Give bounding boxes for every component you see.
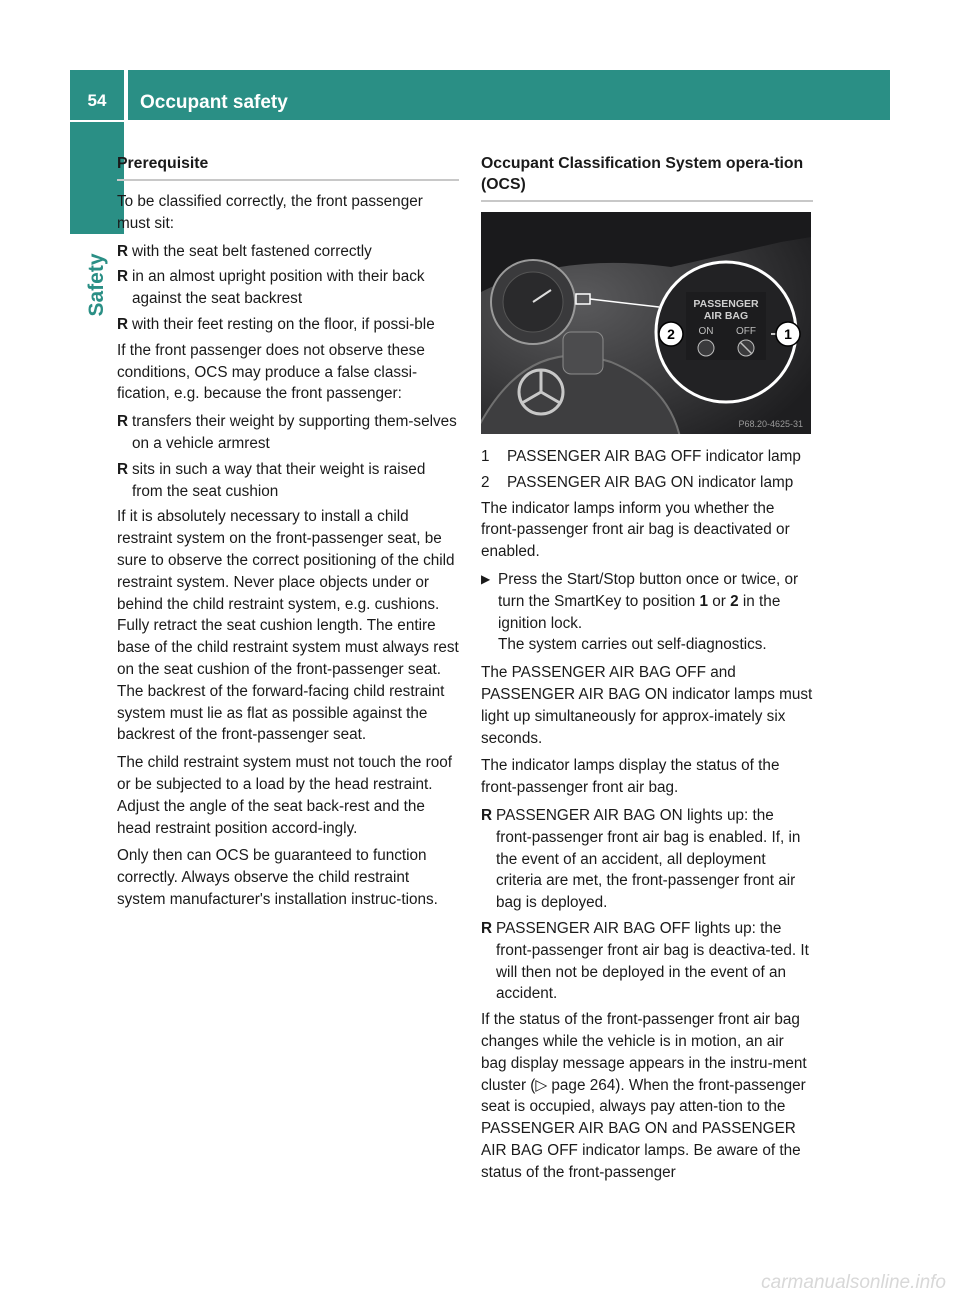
position-2: 2 — [730, 592, 739, 610]
conditions-text: If the front passenger does not observe these conditions, OCS may produce a false classi-fication, e.g. because the front passenger: — [117, 341, 425, 403]
status-paragraph: The indicator lamps display the status of the front-passenger front air bag. — [481, 757, 780, 797]
bullet-marker: R — [117, 460, 129, 478]
page-reference-icon[interactable]: ▷ — [535, 1076, 548, 1094]
bullet-marker: R — [117, 315, 129, 333]
panel-line2: AIR BAG — [703, 310, 749, 322]
position-1: 1 — [699, 592, 709, 610]
head-restraint-paragraph: The child restraint system must not touch the roof or be subjected to a load by the head restraint. Adjust the angle of the seat back-rest and the head restraint position accord-ingly. — [117, 754, 452, 837]
intro-text: To be classified correctly, the front passenger must sit: — [117, 193, 423, 232]
airbag-on-icon — [698, 340, 714, 356]
instruction-step: ▶ Press the Start/Stop button once or twice, or turn the SmartKey to position 1 or 2 in the ignition lock. The system carries out self-diagnostics. — [481, 570, 799, 654]
list-item: R in an almost upright position with their back against the seat backrest — [117, 268, 425, 308]
dashboard-figure — [481, 212, 811, 434]
child-restraint-paragraph: If it is absolutely necessary to install a child restraint system on the front-passenger seat, be sure to observe the correct positioning of the child restraint system. Never place objects under or behind the child restraint system, e.g. cushions. Fully retract the seat cushion length. The entire base of the child restraint system must always rest on the seat cushion of the front-passenger seat. The backrest of the forward-facing child restraint system must lie as flat as possible against the backrest of the front-passenger seat. — [117, 508, 459, 744]
list-item: R PASSENGER AIR BAG OFF lights up: the front-passenger front air bag is deactiva-ted. It will then not be deployed in the event of an accident. — [481, 919, 809, 1003]
prerequisite-heading: Prerequisite — [117, 153, 459, 181]
bullet-marker: R — [117, 413, 129, 431]
figure-code: P68.20-4625-31 — [738, 419, 803, 429]
panel-line1: PASSENGER — [693, 298, 759, 310]
on-label: ON — [698, 326, 714, 337]
ocs-heading: Occupant Classification System opera-tion (OCS) — [481, 153, 813, 202]
legend-marker: 1 — [481, 448, 490, 465]
step-result: The system carries out self-diagnostics. — [498, 636, 767, 654]
list-item: R with their feet resting on the floor, if possi-ble — [117, 314, 459, 336]
indicator-info-paragraph: The indicator lamps inform you whether the front-passenger front air bag is deactivated or enabled. — [481, 499, 790, 561]
legend-item: 2 PASSENGER AIR BAG ON indicator lamp — [481, 472, 813, 494]
watermark: carmanualsonline.info — [761, 1272, 946, 1293]
bullet-marker: R — [117, 242, 129, 260]
wheel-control-pad — [563, 332, 603, 374]
side-tab-label: Safety — [85, 253, 108, 317]
bullet-marker: R — [481, 919, 493, 937]
off-label: OFF — [736, 326, 756, 337]
left-column — [117, 153, 459, 917]
lamps-paragraph: The PASSENGER AIR BAG OFF and PASSENGER AIR BAG ON indicator lamps must light up simultaneously for approx-imately six seconds. — [481, 664, 813, 747]
callout1-number: 1 — [784, 326, 792, 342]
section-title: Occupant safety — [140, 92, 288, 113]
legend-marker: 2 — [481, 473, 490, 491]
callout2-number: 2 — [667, 326, 675, 342]
dashboard-illustration — [481, 212, 811, 434]
page-number: 54 — [70, 70, 124, 120]
right-column — [481, 153, 813, 1190]
legend-item: 1 PASSENGER AIR BAG OFF indicator lamp — [481, 446, 813, 468]
bullet-marker: R — [117, 268, 129, 286]
list-item: R transfers their weight by supporting them-selves on a vehicle armrest — [117, 413, 457, 452]
list-item: R sits in such a way that their weight is raised from the seat cushion — [117, 460, 426, 500]
ocs-guarantee-paragraph: Only then can OCS be guaranteed to function correctly. Always observe the child restraint system manufacturer's installation instruc-tions. — [117, 847, 438, 908]
motion-paragraph: If the status of the front-passenger front air bag changes while the vehicle is in motion, an air bag display message appears in the instru-ment cluster (▷ page 264). When the front-passenger seat is occupied, always pay atten-tion to the PASSENGER AIR BAG ON and PASSENGER AIR BAG OFF indicator lamps. Be aware of the status of the front-passenger — [481, 1011, 807, 1181]
list-item: R PASSENGER AIR BAG ON lights up: the front-passenger front air bag is enabled. If, in the event of an accident, all deployment criteria are met, the front-passenger front air bag is deployed. — [481, 806, 801, 912]
side-tab — [70, 240, 124, 330]
list-item: R with the seat belt fastened correctly — [117, 241, 459, 263]
bullet-marker: R — [481, 806, 493, 824]
side-tab-block — [70, 122, 124, 234]
step-arrow-icon: ▶ — [481, 571, 491, 586]
header-bar — [128, 70, 890, 120]
